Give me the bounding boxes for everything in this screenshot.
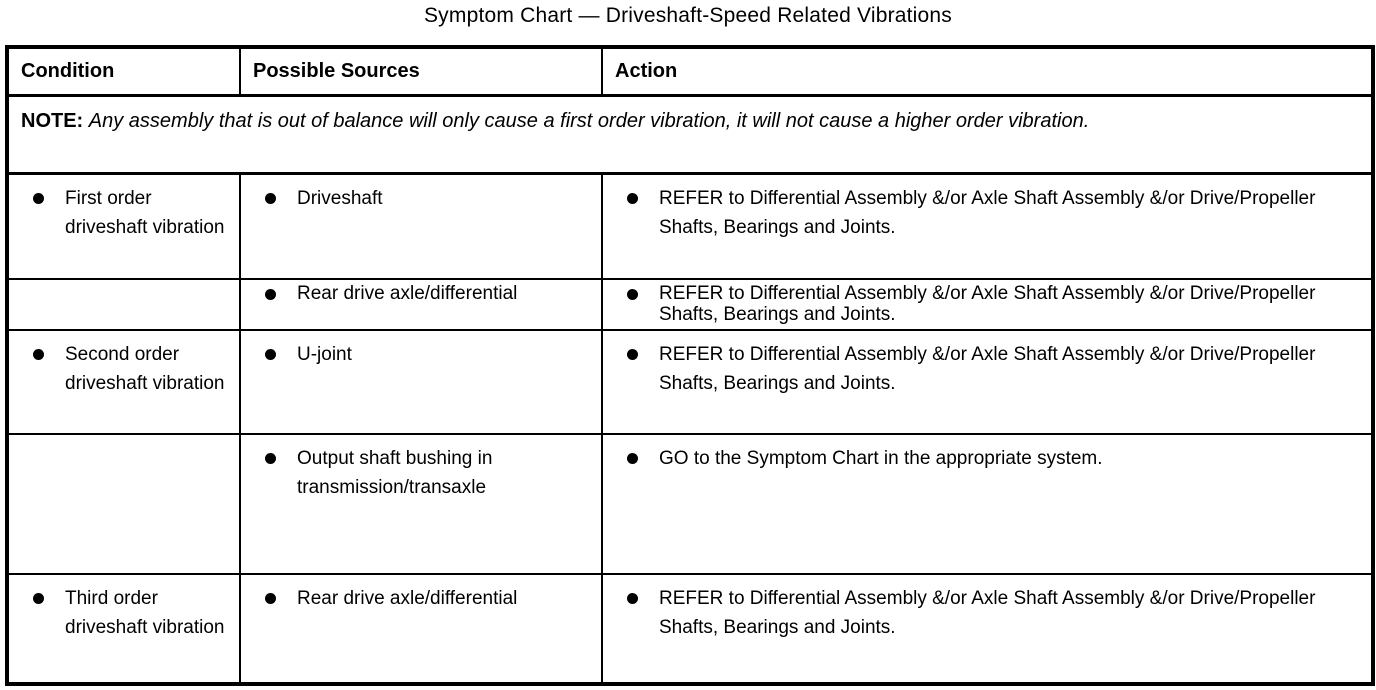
condition-cell-empty — [7, 279, 240, 330]
source-text: Driveshaft — [297, 187, 383, 209]
note-cell — [7, 95, 1373, 173]
action-text: GO to the Symptom Chart in the appropriate system. — [659, 448, 1103, 470]
header-row — [7, 47, 1373, 95]
action-cell — [602, 279, 1373, 330]
symptom-chart-table — [5, 45, 1375, 686]
note-text: Any assembly that is out of balance will only cause a first order vibration, it will not cause a higher order vibration. — [88, 109, 1090, 132]
bullet-icon — [33, 349, 44, 360]
column-header-possible-sources: Possible Sources — [240, 47, 602, 95]
condition-cell — [7, 574, 240, 684]
bullet-icon — [265, 593, 276, 604]
condition-cell — [7, 173, 240, 279]
bullet-icon — [627, 593, 638, 604]
source-cell — [240, 330, 602, 434]
condition-text: Third order driveshaft vibration — [65, 588, 225, 639]
column-header-action: Action — [602, 47, 1373, 95]
action-text: REFER to Differential Assembly &/or Axle Shaft Assembly &/or Drive/Propeller Shafts, Bearings and Joints. — [659, 187, 1316, 238]
bullet-icon — [265, 193, 276, 204]
action-cell — [602, 434, 1373, 574]
source-cell — [240, 574, 602, 684]
bullet-icon — [627, 193, 638, 204]
table-row — [7, 279, 1373, 330]
source-text: U-joint — [297, 344, 352, 366]
page-title: Symptom Chart — Driveshaft-Speed Related Vibrations — [423, 4, 953, 27]
note-row — [7, 95, 1373, 173]
bullet-icon — [265, 289, 276, 300]
action-text: REFER to Differential Assembly &/or Axle Shaft Assembly &/or Drive/Propeller Shafts, Bearings and Joints. — [659, 588, 1316, 639]
source-cell — [240, 173, 602, 279]
table-row — [7, 173, 1373, 279]
action-cell — [602, 173, 1373, 279]
column-header-condition: Condition — [7, 47, 240, 95]
source-text: Rear drive axle/differential — [297, 283, 518, 304]
source-text: Output shaft bushing in transmission/transaxle — [297, 448, 493, 499]
action-text: REFER to Differential Assembly &/or Axle Shaft Assembly &/or Drive/Propeller Shafts, Bearings and Joints. — [659, 283, 1316, 325]
action-cell — [602, 574, 1373, 684]
bullet-icon — [627, 349, 638, 360]
bullet-icon — [33, 193, 44, 204]
bullet-icon — [627, 289, 638, 300]
condition-text: Second order driveshaft vibration — [65, 344, 225, 395]
source-text: Rear drive axle/differential — [297, 588, 518, 610]
bullet-icon — [627, 453, 638, 464]
source-cell — [240, 434, 602, 574]
condition-text: First order driveshaft vibration — [65, 187, 225, 238]
bullet-icon — [33, 593, 44, 604]
table-row — [7, 574, 1373, 684]
action-text: REFER to Differential Assembly &/or Axle Shaft Assembly &/or Drive/Propeller Shafts, Bearings and Joints. — [659, 344, 1316, 395]
bullet-icon — [265, 453, 276, 464]
table-row — [7, 330, 1373, 434]
condition-cell-empty — [7, 434, 240, 574]
note-label: NOTE: — [21, 109, 84, 132]
action-cell — [602, 330, 1373, 434]
condition-cell — [7, 330, 240, 434]
bullet-icon — [265, 349, 276, 360]
note-paragraph — [21, 106, 1181, 137]
source-cell — [240, 279, 602, 330]
table-row — [7, 434, 1373, 574]
